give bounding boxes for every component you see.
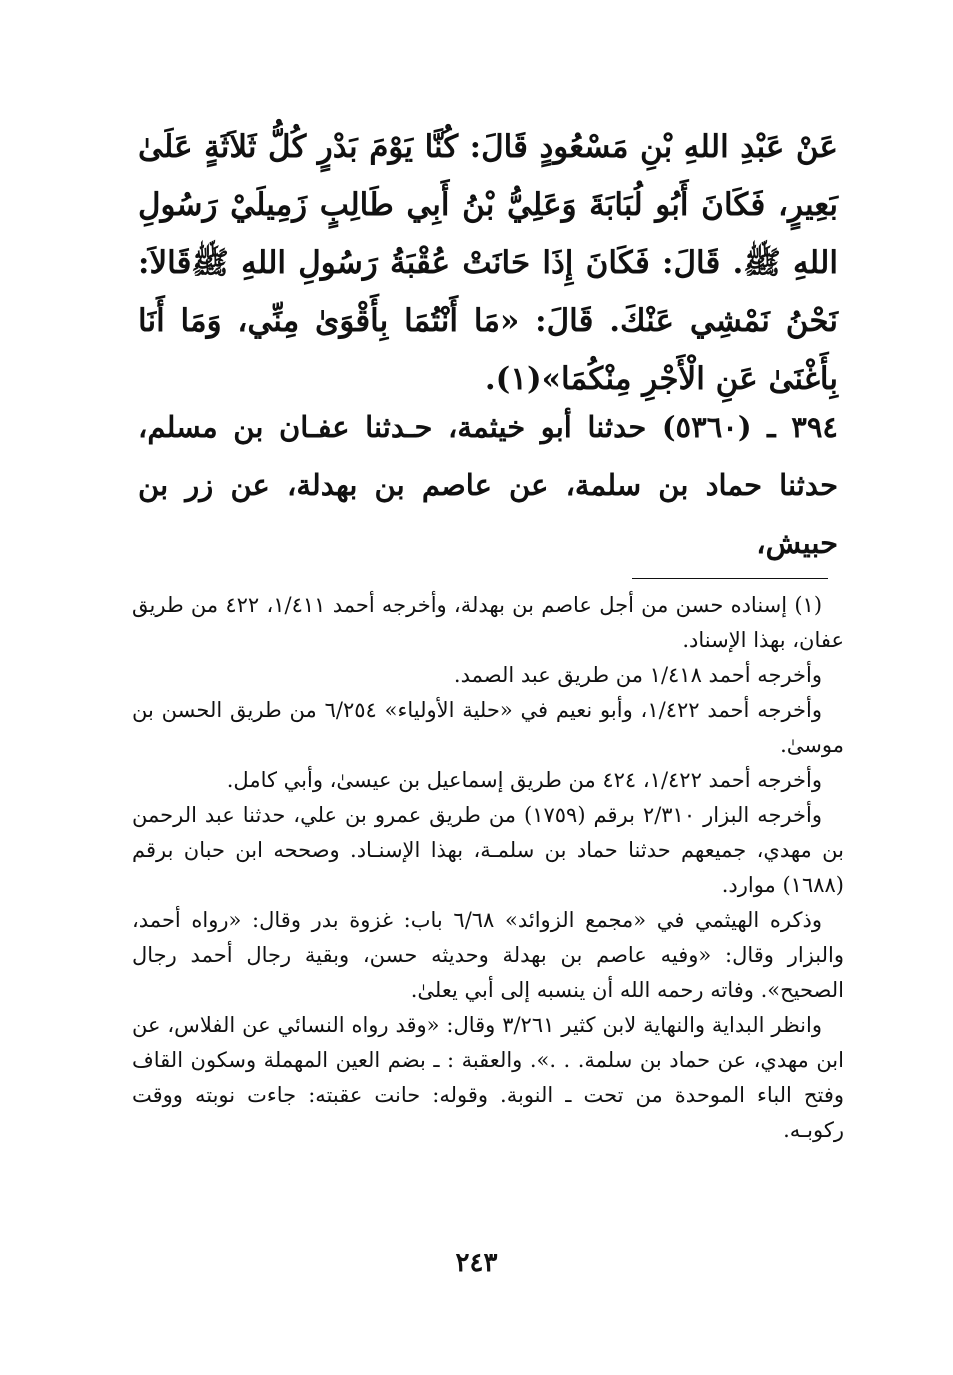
page-number: ٢٤٣ (455, 1248, 498, 1278)
footnote-paragraph: وأخرجه أحمد ١/٤١٨ من طريق عبد الصمد. (453, 663, 822, 687)
footnote-paragraph: وأخرجه أحمد ١/٤٢٢، وأبو نعيم في «حلية الأولياء» ٦/٢٥٤ من طريق الحسن بن موسىٰ. (132, 698, 844, 757)
footnote-paragraph: وأخرجه البزار ٢/٣١٠ برقم (١٧٥٩) من طريق عمرو بن علي، حدثنا عبد الرحمن بن مهدي، جميعهم حدثنا حماد بن سلمـة، بهذا الإسنـاد. وصححه ابن حبان برقم (١٦٨٨) موارد. (132, 803, 844, 897)
footnotes-section (132, 588, 844, 1148)
footnote-paragraph: وانظر البداية والنهاية لابن كثير ٣/٢٦١ وقال: «وقد رواه النسائي عن الفلاس، عن ابن مهدي، عن حماد بن سلمة. . .». والعقبة : ـ بضم العين المهملة وسكون القاف وفتح الباء الموحدة من تحت ـ النوبة. وقوله: حانت عقبته: جاءت نوبته ووقت ركوبـه. (132, 1013, 844, 1142)
footnote-divider (632, 578, 828, 579)
hadith-text: عَنْ عَبْدِ اللهِ بْنِ مَسْعُودٍ قَالَ: كُنَّا يَوْمَ بَدْرٍ كُلُّ ثَلاَثَةٍ عَلَىٰ بَعِيرٍ، فَكَانَ أَبُو لُبَابَةَ وَعَلِيُّ بْنُ أَبِي طَالِبٍ زَمِيلَيْ رَسُولِ اللهِ ﷺ. قَالَ: فَكَانَ إِذَا حَانَتْ عُقْبَةُ رَسُولِ اللهِ ﷺقَالاَ: نَحْنُ نَمْشِي عَنْكَ. قَالَ: «مَا أَنْتُمَا بِأَقْوَىٰ مِنِّي، وَمَا أَنَا بِأَغْنَىٰ عَنِ الْأَجْرِ مِنْكُمَا»(١). (138, 129, 838, 397)
footnote-paragraph: وذكره الهيثمي في «مجمع الزوائد» ٦/٦٨ باب: غزوة بدر وقال: «رواه أحمد، والبزار وقال: «وفيه عاصم بن بهدلة وحديثه حسن، وبقية رجال أحمد رجال الصحيح». وفاته رحمه الله أن ينسبه إلى أبي يعلىٰ. (132, 908, 844, 1002)
footnote-paragraph: (١) إسناده حسن من أجل عاصم بن بهدلة، وأخرجه أحمد ١/٤١١، ٤٢٢ من طريق عفان، بهذا الإسناد. (132, 593, 844, 652)
narration-chain-text: ٣٩٤ ـ (٥٣٦٠) حدثنا أبو خيثمة، حـدثنا عفـان بن مسلم، حدثنا حماد بن سلمة، عن عاصم بن بهدلة، عن زر بن حبيش، (138, 410, 838, 560)
footnote-paragraph: وأخرجه أحمد ١/٤٢٢، ٤٢٤ من طريق إسماعيل بن عيسىٰ، وأبي كامل. (226, 768, 822, 792)
